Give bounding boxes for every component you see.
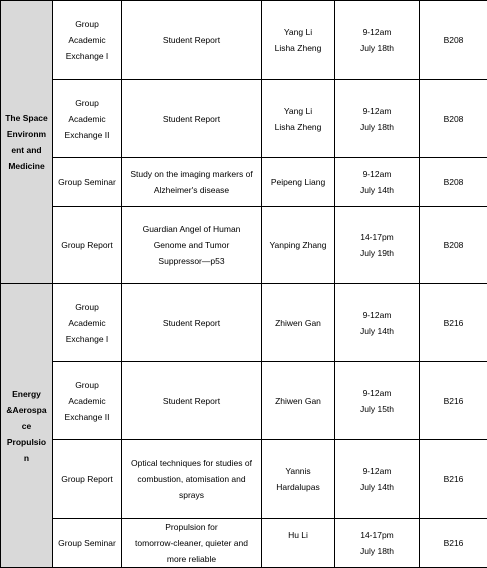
session-type-cell: Group Academic Exchange II <box>53 362 122 440</box>
topic-cell: Student Report <box>122 284 262 362</box>
topic-cell: Student Report <box>122 1 262 80</box>
session-type-cell: Group Academic Exchange I <box>53 284 122 362</box>
schedule-body <box>1 1 487 568</box>
speaker-cell: Yannis Hardalupas <box>262 440 335 519</box>
group-name-cell: Energy &Aerospa ce Propulsio n <box>1 284 53 568</box>
speaker-cell: Zhiwen Gan <box>262 284 335 362</box>
room-cell: B208 <box>420 80 487 158</box>
table-row <box>1 207 487 284</box>
speaker-cell: Yang Li Lisha Zheng <box>262 1 335 80</box>
topic-cell: Study on the imaging markers of Alzheimer's disease <box>122 158 262 207</box>
room-cell: B216 <box>420 440 487 519</box>
time-cell: 14-17pm July 19th <box>335 207 420 284</box>
speaker-cell: Yang Li Lisha Zheng <box>262 80 335 158</box>
room-cell: B216 <box>420 519 487 568</box>
session-type-cell: Group Report <box>53 207 122 284</box>
table-row <box>1 80 487 158</box>
room-cell: B208 <box>420 207 487 284</box>
speaker-cell: Hu Li <box>262 519 335 568</box>
time-cell: 9-12am July 14th <box>335 158 420 207</box>
time-cell: 9-12am July 14th <box>335 440 420 519</box>
session-type-cell: Group Seminar <box>53 519 122 568</box>
table-row <box>1 362 487 440</box>
room-cell: B208 <box>420 158 487 207</box>
table-row <box>1 519 487 568</box>
topic-cell: Optical techniques for studies of combustion, atomisation and sprays <box>122 440 262 519</box>
speaker-cell: Peipeng Liang <box>262 158 335 207</box>
room-cell: B216 <box>420 284 487 362</box>
topic-cell: Guardian Angel of Human Genome and Tumor Suppressor—p53 <box>122 207 262 284</box>
time-cell: 9-12am July 15th <box>335 362 420 440</box>
topic-cell: Student Report <box>122 362 262 440</box>
session-type-cell: Group Academic Exchange II <box>53 80 122 158</box>
topic-cell: Student Report <box>122 80 262 158</box>
speaker-cell: Zhiwen Gan <box>262 362 335 440</box>
table-row <box>1 284 487 362</box>
table-row <box>1 158 487 207</box>
table-row <box>1 1 487 80</box>
table-row <box>1 440 487 519</box>
time-cell: 9-12am July 18th <box>335 80 420 158</box>
room-cell: B208 <box>420 1 487 80</box>
session-type-cell: Group Seminar <box>53 158 122 207</box>
speaker-cell: Yanping Zhang <box>262 207 335 284</box>
session-type-cell: Group Report <box>53 440 122 519</box>
group-name-cell: The Space Environm ent and Medicine <box>1 1 53 284</box>
time-cell: 9-12am July 14th <box>335 284 420 362</box>
time-cell: 9-12am July 18th <box>335 1 420 80</box>
room-cell: B216 <box>420 362 487 440</box>
topic-cell: Propulsion for tomorrow-cleaner, quieter and more reliable <box>122 519 262 568</box>
session-type-cell: Group Academic Exchange I <box>53 1 122 80</box>
time-cell: 14-17pm July 18th <box>335 519 420 568</box>
